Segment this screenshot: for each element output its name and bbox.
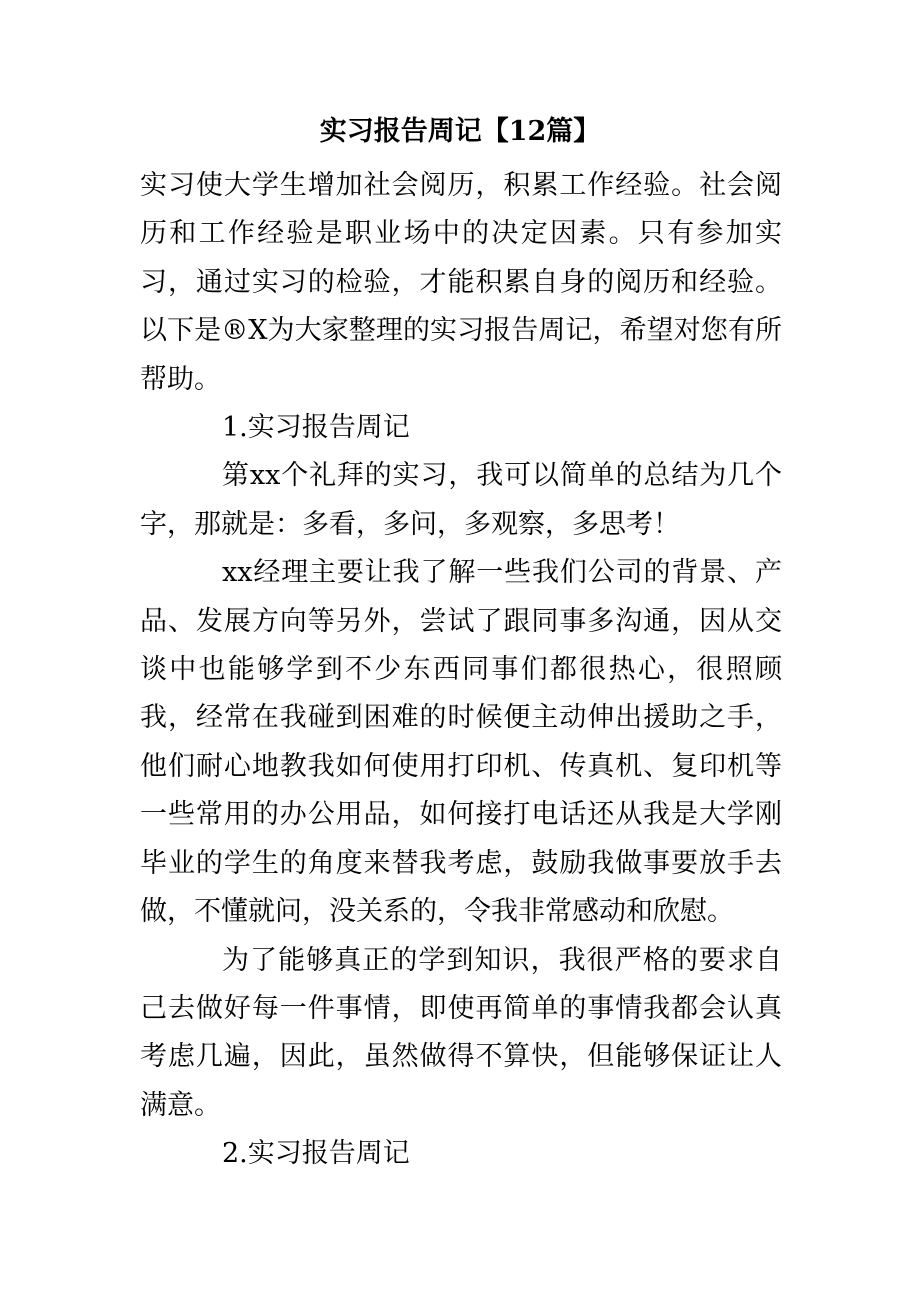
body-paragraph: 为了能够真正的学到知识，我很严格的要求自己去做好每一件事情，即使再简单的事情我都会认真考虑几遍，因此，虽然做得不算快，但能够保证让人满意。: [140, 944, 782, 1121]
intro-paragraph: 实习使大学生增加社会阅历，积累工作经验。社会阅历和工作经验是职业场中的决定因素。只有参加实习，通过实习的检验，才能积累自身的阅历和经验。以下是®X为大家整理的实习报告周记，希望对您有所帮助。: [140, 170, 782, 395]
body-paragraph: xx经理主要让我了解一些我们公司的背景、产品、发展方向等另外，尝试了跟同事多沟通，因从交谈中也能够学到不少东西同事们都很热心，很照顾我，经常在我碰到困难的时候便主动伸出援助之手，他们耐心地教我如何使用打印机、传真机、复印机等一些常用的办公用品，如何接打电话还从我是大学刚毕业的学生的角度来替我考虑，鼓励我做事要放手去做，不懂就问，没关系的，令我非常感动和欣慰。: [140, 557, 782, 928]
document-title: 实习报告周记【12篇】: [319, 116, 601, 147]
body-paragraph: 第xx个礼拜的实习，我可以简单的总结为几个字，那就是：多看，多问，多观察，多思考！: [140, 460, 782, 540]
section-heading-1: 1.实习报告周记: [222, 412, 410, 444]
section-heading-2: 2.实习报告周记: [222, 1138, 410, 1170]
document-body: [140, 162, 782, 1179]
